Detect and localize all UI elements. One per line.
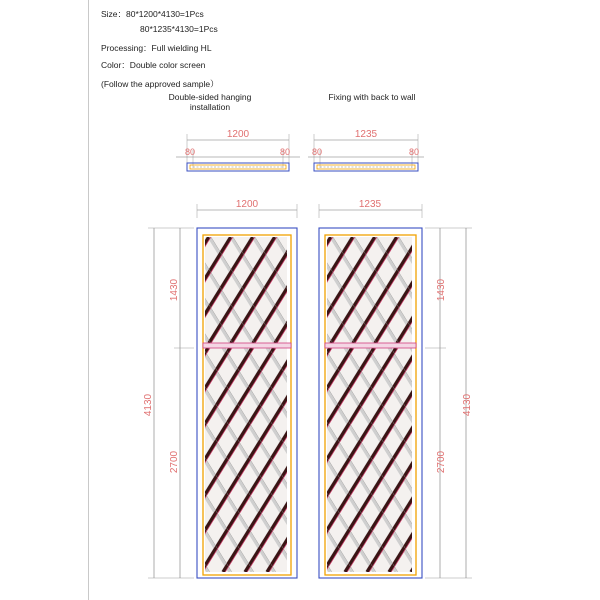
lattice-strip-light (455, 348, 594, 572)
lattice-strip-light (499, 348, 600, 572)
lattice-strip-light (47, 348, 186, 572)
lattice-strip-light (25, 348, 164, 572)
lattice-strip-light (443, 348, 582, 572)
lattice-outline (413, 348, 552, 572)
plan-left-side-b: 80 (279, 147, 291, 157)
elevation-width-dims (197, 199, 422, 218)
lattice-outline (511, 348, 600, 572)
lattice-outline (0, 348, 122, 572)
lattice-strip-light (507, 237, 573, 343)
lattice-strip-light (477, 348, 600, 572)
lattice-strip-accent (435, 348, 574, 572)
elev-left-width-label: 1200 (235, 199, 259, 210)
left-total-height-label: 4130 (143, 393, 154, 417)
lattice-strip-dark (507, 237, 573, 343)
lattice-strip-light (499, 348, 600, 572)
right-total-height-label: 4130 (462, 393, 473, 417)
lattice-strip-accent (421, 237, 487, 343)
lattice-strip-light (433, 348, 572, 572)
elev-right-width-label: 1235 (358, 199, 382, 210)
lattice-strip-dark (463, 237, 529, 343)
caption-left-line1: Double-sided hanging (168, 92, 252, 102)
lattice-strip-light (399, 348, 538, 572)
lattice-strip-accent (443, 237, 509, 343)
lattice-strip-dark (509, 348, 600, 572)
lattice-strip-light (477, 348, 600, 572)
lattice-outline (523, 348, 600, 572)
lattice-outline (49, 348, 188, 572)
lattice-strip-light (587, 348, 600, 572)
processing-spec: Processing：Full wielding HL (101, 43, 212, 53)
lattice-strip-dark (487, 348, 600, 572)
left-height-dims (143, 228, 194, 578)
lattice-strip-dark (433, 348, 572, 572)
lattice-outline (489, 348, 600, 572)
lattice-outline (509, 237, 575, 343)
lattice-outline (27, 348, 166, 572)
size-spec-1: Size：80*1200*4130=1Pcs (101, 9, 204, 19)
lattice-strip-light (463, 237, 529, 343)
lattice-strip-accent (457, 348, 596, 572)
lattice-strip-light (485, 237, 551, 343)
caption-left-line2: installation (189, 102, 231, 112)
lattice-outline (5, 348, 144, 572)
plan-left-width-label: 1200 (226, 129, 250, 140)
lattice-outline (589, 348, 600, 572)
lattice-strip-light (441, 237, 507, 343)
lattice-strip-light (509, 348, 600, 572)
lattice-strip-accent (489, 348, 600, 572)
lattice-strip-light (399, 348, 538, 572)
lattice-strip-accent (5, 348, 144, 572)
right-height-dims (425, 228, 473, 578)
lattice-strip-accent (545, 348, 600, 572)
lattice-strip-light (99, 237, 165, 343)
lattice-strip-accent (567, 348, 600, 572)
lattice-strip-light (487, 348, 600, 572)
lattice-strip-light (463, 237, 529, 343)
lattice-strip-dark (485, 237, 551, 343)
lattice-strip-dark (0, 348, 120, 572)
elevation-left-panel (0, 228, 600, 578)
lattice-outline (467, 348, 600, 572)
lattice-strip-accent (391, 348, 530, 572)
lattice-strip-accent (467, 348, 600, 572)
size-spec-2: 80*1235*4130=1Pcs (140, 24, 218, 34)
caption-back-to-wall: Fixing with back to wall (328, 92, 416, 102)
lattice-outline (487, 237, 553, 343)
lattice-strip-dark (3, 348, 142, 572)
lattice-strip-dark (411, 348, 550, 572)
right-panel-divider (325, 343, 416, 348)
lattice-strip-light (543, 348, 600, 572)
lattice-strip-light (411, 348, 550, 572)
plan-view-right (308, 129, 424, 171)
lattice-strip-accent (27, 348, 166, 572)
lattice-strip-light (99, 237, 165, 343)
lattice-strip-dark (477, 348, 600, 572)
lattice-strip-light (443, 348, 582, 572)
right-lower-height-label: 2700 (436, 450, 447, 474)
lattice-strip-light (441, 237, 507, 343)
left-upper-height-label: 1430 (169, 278, 180, 302)
right-upper-height-label: 1430 (436, 278, 447, 302)
lattice-strip-light (465, 348, 600, 572)
lattice-outline (443, 237, 509, 343)
lattice-strip-dark (441, 237, 507, 343)
lattice-strip-light (543, 348, 600, 572)
lattice-strip-accent (101, 237, 167, 343)
lattice-strip-light (69, 348, 208, 572)
lattice-strip-dark (25, 348, 164, 572)
lattice-strip-accent (0, 348, 122, 572)
lattice-strip-light (465, 348, 600, 572)
plan-right-side-a: 80 (311, 147, 323, 157)
lattice-strip-light (587, 348, 600, 572)
lattice-strip-light (507, 237, 573, 343)
lattice-strip-accent (509, 237, 575, 343)
lattice-strip-dark (465, 348, 600, 572)
lattice-strip-light (419, 237, 485, 343)
lattice-strip-dark (521, 348, 600, 572)
lattice-strip-light (0, 348, 120, 572)
lattice-strip-dark (419, 237, 485, 343)
lattice-strip-light (25, 348, 164, 572)
lattice-strip-light (433, 348, 572, 572)
lattice-strip-light (565, 348, 600, 572)
lattice-strip-light (455, 348, 594, 572)
lattice-strip-light (487, 348, 600, 572)
lattice-strip-light (0, 348, 120, 572)
lattice-outline (71, 348, 210, 572)
lattice-outline (501, 348, 600, 572)
lattice-outline (465, 237, 531, 343)
lattice-strip-dark (99, 237, 165, 343)
lattice-strip-light (521, 348, 600, 572)
lattice-strip-light (411, 348, 550, 572)
lattice-outline (567, 348, 600, 572)
color-spec: Color：Double color screen (101, 60, 206, 70)
lattice-strip-light (3, 348, 142, 572)
lattice-strip-accent (479, 348, 600, 572)
lattice-strip-dark (47, 348, 186, 572)
lattice-outline (479, 348, 600, 572)
lattice-strip-accent (465, 237, 531, 343)
lattice-strip-dark (565, 348, 600, 572)
lattice-strip-dark (455, 348, 594, 572)
plan-view-left (176, 129, 300, 171)
lattice-strip-light (47, 348, 186, 572)
plan-right-width-label: 1235 (354, 129, 378, 140)
lattice-outline (457, 348, 596, 572)
lattice-strip-light (3, 348, 142, 572)
lattice-strip-light (521, 348, 600, 572)
lattice-strip-dark (499, 348, 600, 572)
left-lower-height-label: 2700 (169, 450, 180, 474)
lattice-strip-dark (399, 348, 538, 572)
lattice-outline (545, 348, 600, 572)
lattice-strip-accent (413, 348, 552, 572)
lattice-strip-dark (543, 348, 600, 572)
lattice-strip-light (485, 237, 551, 343)
screen-pattern-left-lower (0, 348, 600, 572)
left-panel-divider (203, 343, 291, 348)
sample-note: (Follow the approved sample） (101, 79, 219, 89)
lattice-strip-accent (501, 348, 600, 572)
lattice-outline (101, 237, 167, 343)
lattice-outline (435, 348, 574, 572)
lattice-strip-light (69, 348, 208, 572)
plan-left-side-a: 80 (184, 147, 196, 157)
lattice-outline (421, 237, 487, 343)
lattice-strip-accent (523, 348, 600, 572)
lattice-strip-light (565, 348, 600, 572)
lattice-strip-light (419, 237, 485, 343)
lattice-strip-accent (511, 348, 600, 572)
plan-right-side-b: 80 (408, 147, 420, 157)
lattice-strip-light (509, 348, 600, 572)
lattice-strip-dark (443, 348, 582, 572)
lattice-strip-accent (71, 348, 210, 572)
lattice-strip-accent (487, 237, 553, 343)
lattice-strip-dark (69, 348, 208, 572)
lattice-strip-accent (589, 348, 600, 572)
lattice-strip-accent (49, 348, 188, 572)
lattice-strip-dark (587, 348, 600, 572)
